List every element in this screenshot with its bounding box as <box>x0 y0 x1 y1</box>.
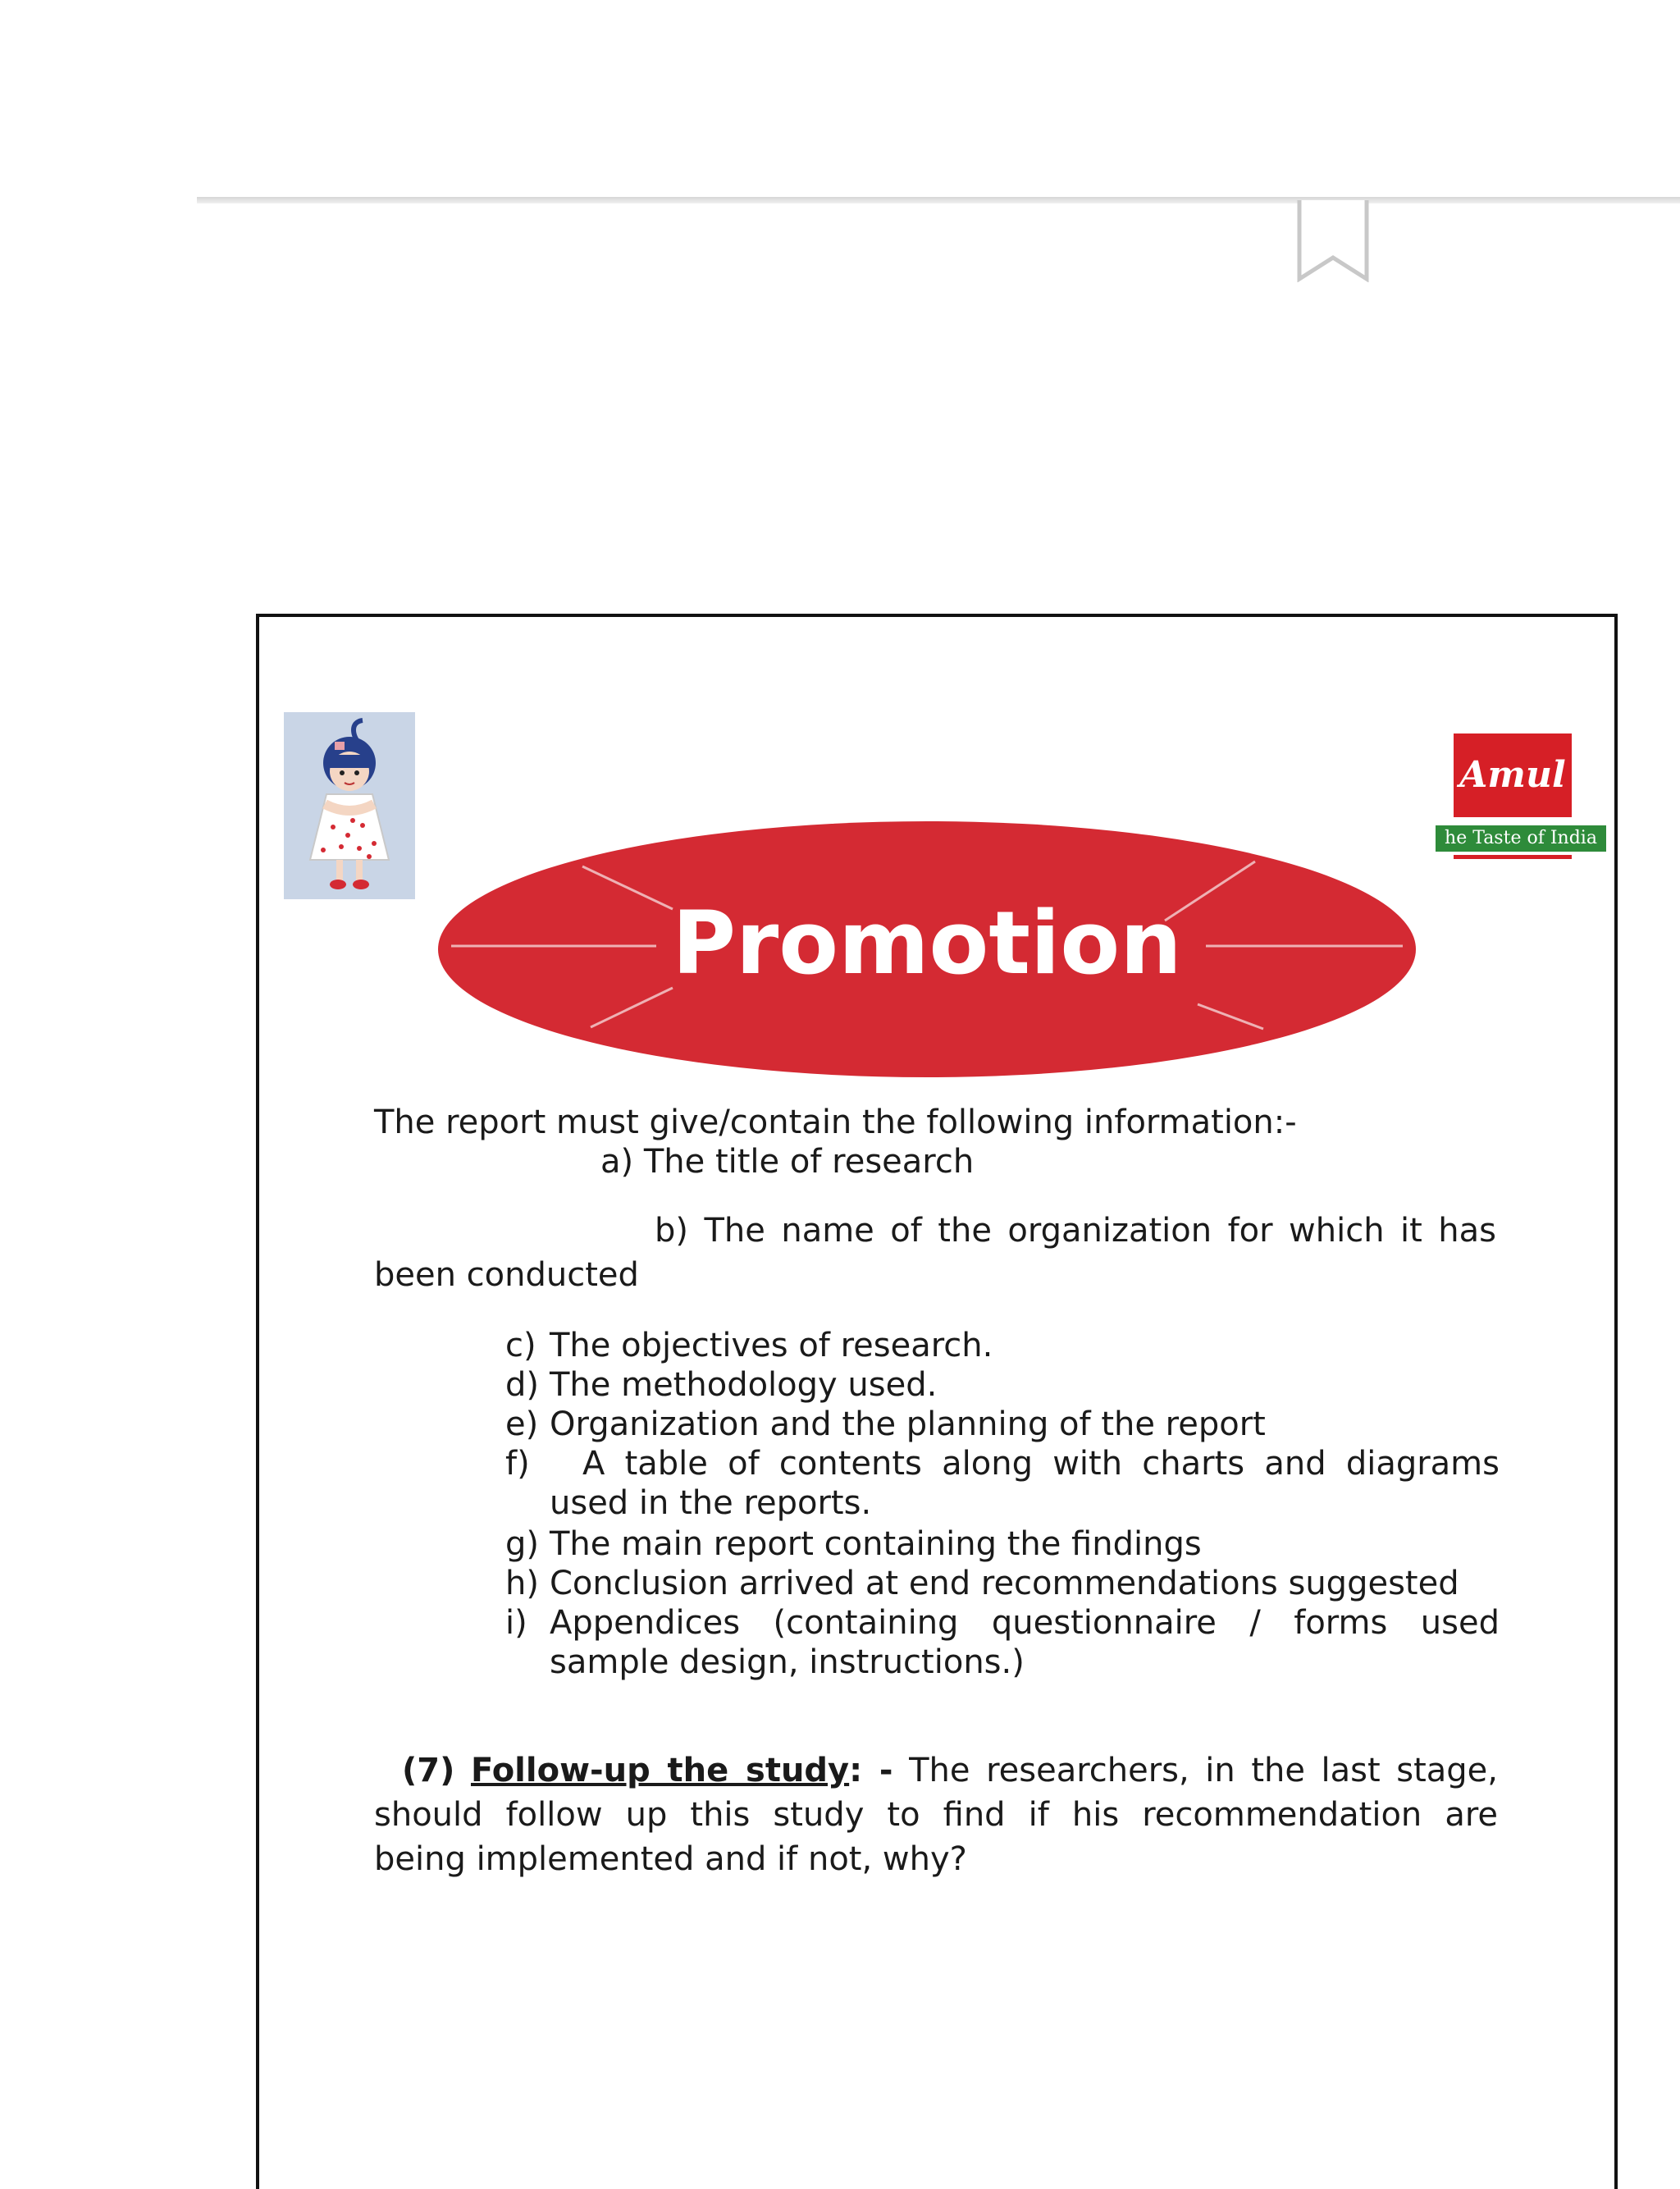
list-text-line1: A table of contents along with charts and diagrams <box>582 1445 1500 1483</box>
list-text: The methodology used. <box>550 1366 938 1404</box>
list-item-b-line2: been conducted <box>374 1256 639 1294</box>
list-text: The main report containing the findings <box>550 1525 1202 1563</box>
brand-logo-underline <box>1454 855 1572 859</box>
followup-line3: being implemented and if not, why? <box>374 1840 967 1878</box>
bookmark-icon[interactable] <box>1296 200 1370 282</box>
list-text-line2: used in the reports. <box>550 1484 872 1522</box>
list-item-a <box>600 1142 974 1181</box>
intro-paragraph: The report must give/contain the following information:- <box>374 1104 1297 1141</box>
list-text: The objectives of research. <box>550 1327 993 1364</box>
list-marker: g) <box>505 1525 539 1563</box>
followup-paragraph <box>402 1751 1498 1790</box>
list-text-line2: sample design, instructions.) <box>550 1643 1025 1681</box>
brand-logo <box>1436 733 1606 863</box>
promotion-banner <box>435 819 1419 1080</box>
list-text: The name of the organization for which it has <box>704 1212 1497 1250</box>
banner-title: Promotion <box>672 893 1182 994</box>
list-marker: a) <box>600 1143 634 1181</box>
followup-number: (7) <box>402 1752 455 1789</box>
followup-line1 <box>402 1751 1498 1790</box>
list-marker: b) <box>655 1212 688 1250</box>
list-text: Organization and the planning of the report <box>550 1405 1266 1443</box>
list-text: Conclusion arrived at end recommendations suggested <box>550 1565 1459 1602</box>
list-marker: h) <box>505 1565 539 1602</box>
list-text-line1: Appendices (containing questionnaire / forms used <box>550 1604 1500 1642</box>
followup-line2: should follow up this study to find if his recommendation are <box>374 1796 1498 1834</box>
brand-logo-tagline: he Taste of India <box>1436 825 1606 852</box>
mascot-illustration <box>284 712 415 899</box>
followup-text: The researchers, in the last stage, <box>909 1752 1499 1789</box>
brand-logo-name: Amul <box>1454 733 1572 817</box>
viewer-top-divider <box>197 197 1680 203</box>
list-item-b <box>655 1211 1496 1250</box>
list-item-b-line1 <box>655 1211 1496 1250</box>
list-text: The title of research <box>643 1143 975 1181</box>
list-marker: d) <box>505 1366 539 1404</box>
followup-separator: : - <box>849 1752 893 1789</box>
list-marker: c) <box>505 1327 536 1364</box>
list-marker: i) <box>505 1604 527 1642</box>
followup-heading: Follow-up the study <box>470 1752 850 1789</box>
list-marker: e) <box>505 1405 539 1443</box>
list-marker: f) <box>505 1445 530 1483</box>
followup-line2-wrap <box>374 1795 1498 1835</box>
